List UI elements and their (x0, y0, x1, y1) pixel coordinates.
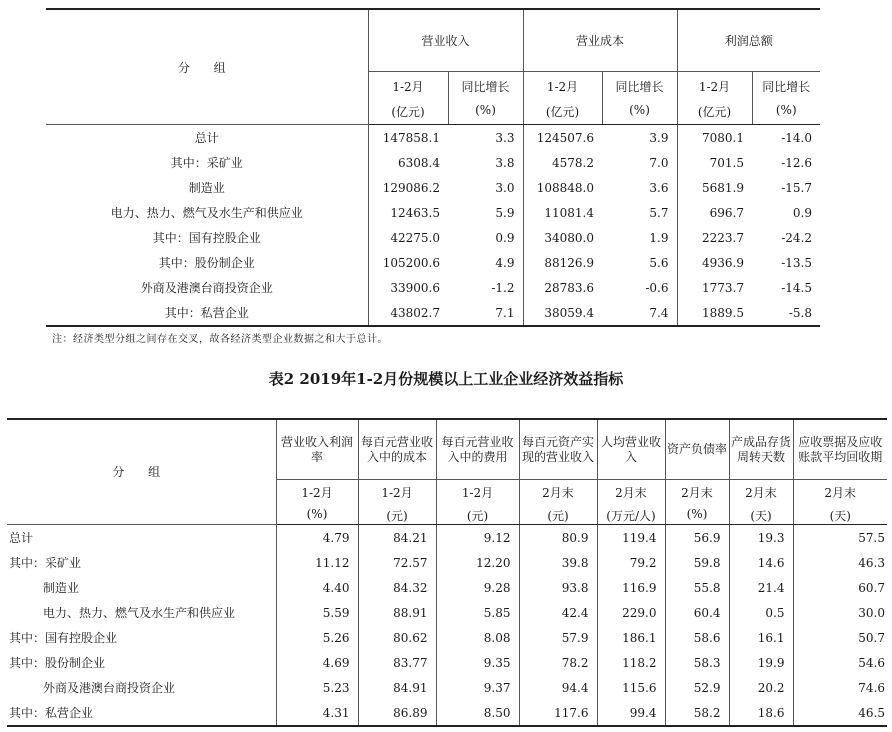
cell-value: 5.23 (276, 675, 358, 700)
cell-value: 88.91 (358, 600, 436, 625)
table-row (7, 550, 887, 575)
cell-value: 7080.1 (702, 130, 744, 145)
cell-value: 124507.6 (536, 130, 594, 145)
cell-value: 43802.7 (368, 300, 448, 326)
row-label: 其中：股份制企业 (7, 650, 276, 675)
cell-value: 1773.7 (702, 280, 744, 295)
row-label: 其中：私营企业 (46, 300, 368, 326)
table1-subheader: 1-2月 (亿元) (677, 72, 752, 125)
table2-subheader: 1-2月 (元) (436, 480, 519, 525)
cell-value: 115.6 (597, 675, 665, 700)
cell-value: 78.2 (519, 650, 597, 675)
cell-value: 99.4 (597, 700, 665, 726)
cell-value: 2223.7 (702, 230, 744, 245)
table-row (46, 300, 820, 326)
cell-value: 9.35 (436, 650, 519, 675)
cell-value: 54.6 (858, 655, 885, 670)
table2-column-header: 资产负债率 (665, 419, 729, 480)
cell-value: 7.1 (448, 300, 523, 326)
cell-value: 93.8 (519, 575, 597, 600)
cell-value: 1.9 (602, 225, 677, 250)
table-row (7, 650, 887, 675)
row-label: 制造业 (7, 575, 276, 600)
cell-value: -12.6 (781, 155, 812, 170)
cell-value: 701.5 (709, 155, 744, 170)
cell-value: 7.0 (602, 150, 677, 175)
table2-subheader: 2月末 (天) (729, 480, 793, 525)
row-label: 其中：国有控股企业 (46, 225, 368, 250)
table-2 (7, 418, 887, 727)
cell-value: 129086.2 (382, 180, 440, 195)
table1-subheader: 1-2月 (亿元) (368, 72, 448, 125)
table1-footnote: 注：经济类型分组之间存在交叉，故各经济类型企业数据之和大于总计。 (52, 334, 388, 345)
table1-stub-header: 分 组 (46, 9, 368, 125)
cell-value: 74.6 (858, 680, 885, 695)
row-label: 其中：股份制企业 (46, 250, 368, 275)
table-row (46, 150, 820, 175)
table-1 (46, 8, 820, 327)
cell-value: -24.2 (781, 230, 812, 245)
cell-value: 20.2 (729, 675, 793, 700)
cell-value: 3.0 (448, 175, 523, 200)
table2-column-header: 每百元营业收入中的费用 (436, 419, 519, 480)
cell-value: 118.2 (597, 650, 665, 675)
table-row (7, 625, 887, 650)
cell-value: 39.8 (519, 550, 597, 575)
table1-group-cost: 营业成本 (523, 9, 677, 72)
table2-subheader: 2月末 (万元/人) (597, 480, 665, 525)
cell-value: 9.28 (436, 575, 519, 600)
cell-value: 33900.6 (390, 280, 440, 295)
cell-value: 72.57 (358, 550, 436, 575)
cell-value: 5.59 (276, 600, 358, 625)
table-row (7, 700, 887, 726)
cell-value: -14.5 (781, 280, 812, 295)
cell-value: 119.4 (597, 525, 665, 551)
table-row (46, 125, 820, 151)
table2-column-header: 产成品存货周转天数 (729, 419, 793, 480)
cell-value: 229.0 (597, 600, 665, 625)
table2-column-header: 每百元资产实现的营业收入 (519, 419, 597, 480)
cell-value: 84.21 (358, 525, 436, 551)
cell-value: 186.1 (597, 625, 665, 650)
table1-subheader: 同比增长 (%) (602, 72, 677, 125)
row-label: 外商及港澳台商投资企业 (46, 275, 368, 300)
cell-value: 14.6 (729, 550, 793, 575)
row-label: 制造业 (46, 175, 368, 200)
cell-value: 5.9 (448, 200, 523, 225)
cell-value: 19.9 (729, 650, 793, 675)
row-label: 总计 (7, 525, 276, 551)
cell-value: -15.7 (781, 180, 812, 195)
table2-subheader: 2月末 (%) (665, 480, 729, 525)
table2-title: 表2 2019年1-2月份规模以上工业企业经济效益指标 (268, 370, 624, 388)
cell-value: 147858.1 (382, 130, 440, 145)
cell-value: 84.32 (358, 575, 436, 600)
cell-value: 7.4 (602, 300, 677, 326)
cell-value: 11.12 (276, 550, 358, 575)
cell-value: 57.5 (858, 530, 885, 545)
cell-value: 60.7 (858, 580, 885, 595)
table-row (46, 275, 820, 300)
row-label: 外商及港澳台商投资企业 (7, 675, 276, 700)
cell-value: 88126.9 (544, 255, 594, 270)
cell-value: 8.08 (436, 625, 519, 650)
table2-stub-header: 分 组 (7, 419, 276, 525)
cell-value: 5681.9 (702, 180, 744, 195)
cell-value: 105200.6 (382, 255, 440, 270)
cell-value: 58.2 (665, 700, 729, 726)
cell-value: 28783.6 (544, 280, 594, 295)
row-label: 其中：私营企业 (7, 700, 276, 726)
cell-value: 116.9 (597, 575, 665, 600)
cell-value: 5.7 (602, 200, 677, 225)
cell-value: -5.8 (752, 300, 820, 326)
row-label: 其中：采矿业 (7, 550, 276, 575)
cell-value: 46.5 (793, 700, 887, 726)
cell-value: 12.20 (436, 550, 519, 575)
table2-column-header: 人均营业收入 (597, 419, 665, 480)
cell-value: 117.6 (519, 700, 597, 726)
table1-group-revenue: 营业收入 (368, 9, 523, 72)
cell-value: -1.2 (448, 275, 523, 300)
cell-value: 60.4 (665, 600, 729, 625)
cell-value: 4.9 (448, 250, 523, 275)
cell-value: 84.91 (358, 675, 436, 700)
table-row (7, 675, 887, 700)
cell-value: 42.4 (519, 600, 597, 625)
cell-value: 5.6 (602, 250, 677, 275)
cell-value: 18.6 (729, 700, 793, 726)
cell-value: 58.3 (665, 650, 729, 675)
cell-value: 5.26 (276, 625, 358, 650)
cell-value: 52.9 (665, 675, 729, 700)
table-row (46, 175, 820, 200)
cell-value: 0.9 (448, 225, 523, 250)
cell-value: 86.89 (358, 700, 436, 726)
cell-value: 4.69 (276, 650, 358, 675)
cell-value: 38059.4 (523, 300, 602, 326)
cell-value: 3.9 (602, 125, 677, 151)
table1-group-profit: 利润总额 (677, 9, 820, 72)
cell-value: -14.0 (781, 130, 812, 145)
table2-subheader: 1-2月 (%) (276, 480, 358, 525)
cell-value: 6308.4 (398, 155, 440, 170)
cell-value: 11081.4 (544, 205, 594, 220)
cell-value: 3.6 (602, 175, 677, 200)
cell-value: 80.62 (358, 625, 436, 650)
cell-value: -13.5 (781, 255, 812, 270)
cell-value: 21.4 (729, 575, 793, 600)
cell-value: 80.9 (519, 525, 597, 551)
cell-value: 42275.0 (390, 230, 440, 245)
cell-value: 4.40 (276, 575, 358, 600)
table-row (46, 200, 820, 225)
table2-subheader: 2月末 (天) (793, 480, 887, 525)
cell-value: 4936.9 (702, 255, 744, 270)
cell-value: 9.37 (436, 675, 519, 700)
cell-value: 1889.5 (677, 300, 752, 326)
cell-value: 4578.2 (552, 155, 594, 170)
row-label: 电力、热力、燃气及水生产和供应业 (46, 200, 368, 225)
cell-value: 0.9 (792, 205, 812, 220)
table2-subheader: 2月末 (元) (519, 480, 597, 525)
cell-value: 4.31 (276, 700, 358, 726)
row-label: 总计 (46, 125, 368, 151)
row-label: 其中：采矿业 (46, 150, 368, 175)
cell-value: 9.12 (436, 525, 519, 551)
cell-value: 12463.5 (390, 205, 440, 220)
table-row (46, 250, 820, 275)
table-row (7, 600, 887, 625)
table2-column-header: 应收票据及应收账款平均回收期 (793, 419, 887, 480)
cell-value: 83.77 (358, 650, 436, 675)
cell-value: 50.7 (858, 630, 885, 645)
cell-value: 8.50 (436, 700, 519, 726)
cell-value: 94.4 (519, 675, 597, 700)
cell-value: 34080.0 (544, 230, 594, 245)
cell-value: 0.5 (729, 600, 793, 625)
table1-subheader: 1-2月 (亿元) (523, 72, 602, 125)
table-row (46, 225, 820, 250)
cell-value: 59.8 (665, 550, 729, 575)
table2-subheader: 1-2月 (元) (358, 480, 436, 525)
row-label: 其中：国有控股企业 (7, 625, 276, 650)
table2-column-header: 每百元营业收入中的成本 (358, 419, 436, 480)
table2-column-header: 营业收入利润率 (276, 419, 358, 480)
row-label: 电力、热力、燃气及水生产和供应业 (7, 600, 276, 625)
cell-value: 4.79 (276, 525, 358, 551)
table-row (7, 575, 887, 600)
table1-subheader: 同比增长 (%) (448, 72, 523, 125)
cell-value: 55.8 (665, 575, 729, 600)
cell-value: -0.6 (602, 275, 677, 300)
cell-value: 79.2 (597, 550, 665, 575)
cell-value: 3.8 (448, 150, 523, 175)
cell-value: 56.9 (665, 525, 729, 551)
cell-value: 46.3 (858, 555, 885, 570)
cell-value: 16.1 (729, 625, 793, 650)
cell-value: 58.6 (665, 625, 729, 650)
cell-value: 57.9 (519, 625, 597, 650)
cell-value: 108848.0 (536, 180, 594, 195)
table-row (7, 525, 887, 551)
table1-subheader: 同比增长 (%) (752, 72, 820, 125)
cell-value: 19.3 (729, 525, 793, 551)
cell-value: 30.0 (858, 605, 885, 620)
cell-value: 3.3 (448, 125, 523, 151)
cell-value: 5.85 (436, 600, 519, 625)
cell-value: 696.7 (709, 205, 744, 220)
